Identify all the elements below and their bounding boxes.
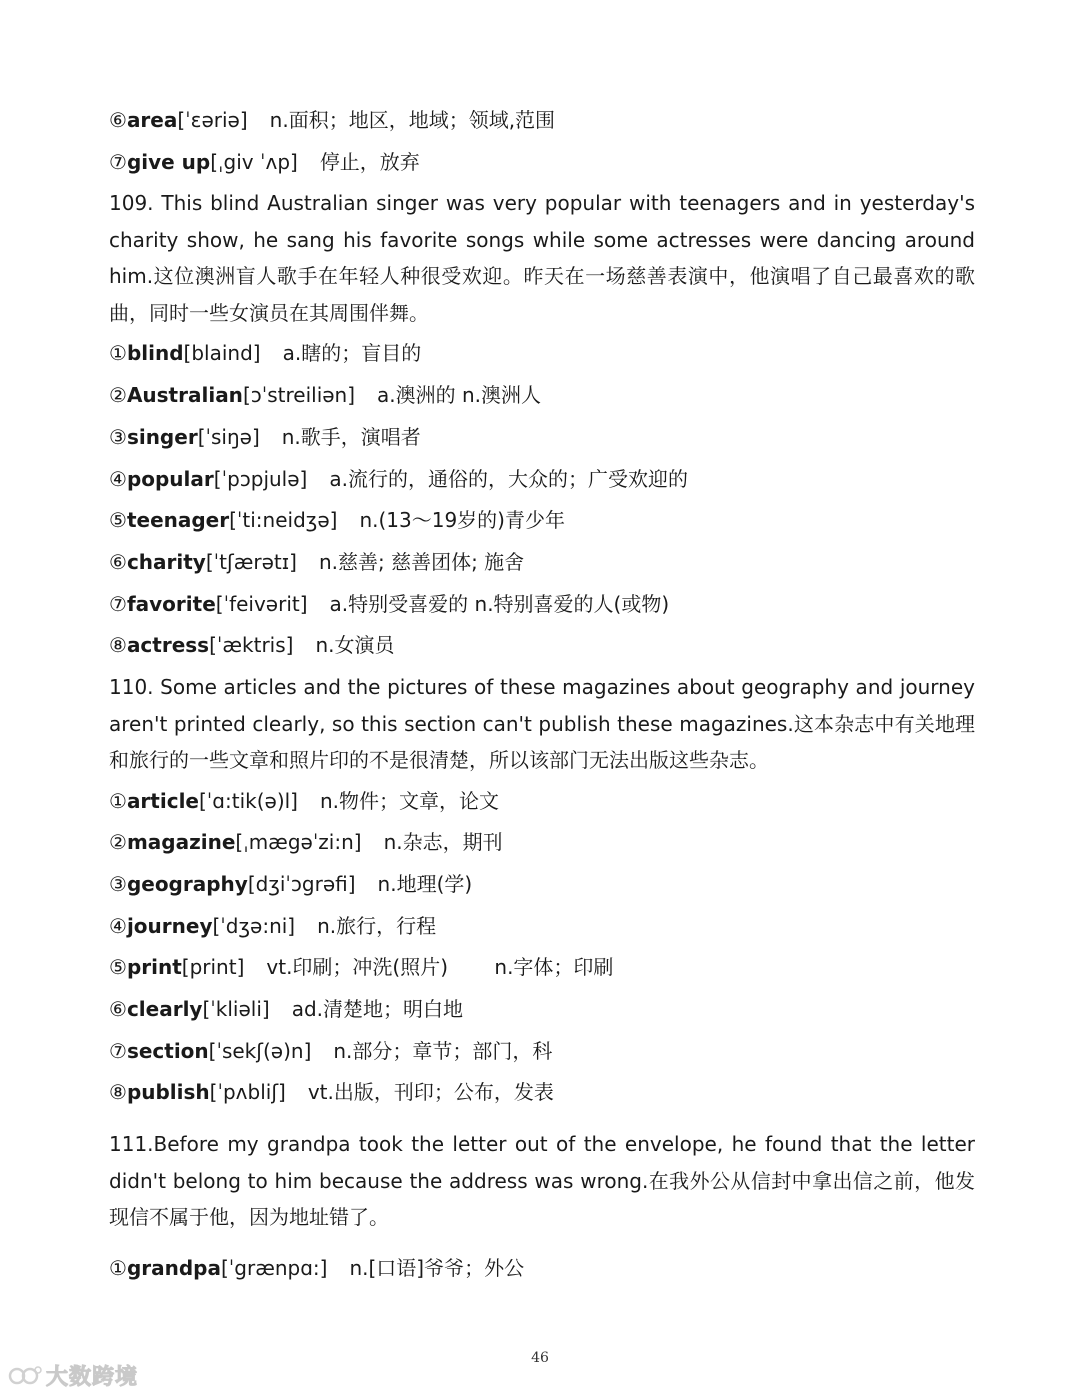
entry-word: teenager bbox=[126, 508, 230, 533]
entry-definition: n.地理(学) bbox=[377, 871, 473, 896]
entry-number: ⑥ bbox=[109, 549, 127, 574]
entry-word: favorite bbox=[126, 591, 216, 616]
entry-definition: n.旅行，行程 bbox=[317, 913, 437, 938]
entry-definition: n.杂志，期刊 bbox=[383, 830, 503, 855]
entry-pronunciation: [ˈpɔpjulə] bbox=[213, 466, 308, 491]
entry-word: actress bbox=[126, 633, 210, 658]
entry-definition: n.慈善; 慈善团体; 施舍 bbox=[318, 549, 525, 574]
entry-number: ③ bbox=[109, 871, 127, 896]
vocab-entry bbox=[109, 333, 975, 375]
vocab-entry bbox=[109, 584, 975, 626]
entry-pronunciation: [ˈti:neidʒə] bbox=[229, 508, 338, 533]
entry-definition: n.(13～19岁的)青少年 bbox=[359, 508, 565, 533]
entry-pronunciation: [ˈpʌbliʃ] bbox=[209, 1080, 286, 1105]
entry-word: singer bbox=[126, 424, 198, 449]
vocab-entry bbox=[109, 906, 975, 948]
entry-word: Australian bbox=[126, 383, 243, 408]
entry-number: ⑤ bbox=[109, 508, 127, 533]
entry-list-111 bbox=[109, 1248, 975, 1290]
vocab-entry bbox=[109, 822, 975, 864]
vocab-entry bbox=[109, 1248, 975, 1290]
entry-word: publish bbox=[126, 1080, 210, 1105]
entry-definition: a.瞎的；盲目的 bbox=[282, 341, 422, 366]
entry-pronunciation: [ˈsiŋə] bbox=[197, 424, 260, 449]
entry-pronunciation: [ˈfeivərit] bbox=[215, 591, 308, 616]
vocab-entry bbox=[109, 100, 975, 142]
vocab-entry bbox=[109, 989, 975, 1031]
entry-number: ⑦ bbox=[109, 591, 127, 616]
entry-list-109 bbox=[109, 333, 975, 667]
entry-definition: n.物件；文章，论文 bbox=[319, 788, 500, 813]
entry-number: ⑦ bbox=[109, 1038, 127, 1063]
vocab-entry bbox=[109, 500, 975, 542]
entry-pronunciation: [ɔˈstreiliən] bbox=[242, 383, 356, 408]
entry-pronunciation: [ˈɛəriə] bbox=[177, 108, 248, 132]
sentence-110: 110. Some articles and the pictures of these magazines about geography and journey aren't printed clearly, so this section can't publish these magazines.这本杂志中有关地理和旅行的一些文章和照片印的不是很清楚，所以该部门无法出版这些杂志。 bbox=[109, 675, 975, 773]
entry-word: section bbox=[126, 1038, 209, 1063]
entry-pronunciation: [ˈtʃærətɪ] bbox=[205, 549, 297, 574]
entry-number: ① bbox=[109, 341, 127, 366]
entry-definition: vt.印刷；冲洗(照片) n.字体；印刷 bbox=[266, 955, 614, 980]
entry-number: ⑦ bbox=[109, 149, 127, 174]
entry-definition: n.面积；地区，地域；领域,范围 bbox=[269, 108, 556, 132]
entry-word: print bbox=[126, 955, 182, 980]
entry-number: ⑤ bbox=[109, 955, 127, 980]
entry-pronunciation: [ˈsekʃ(ə)n] bbox=[208, 1038, 312, 1063]
watermark-logo-icon bbox=[8, 1364, 42, 1388]
entry-number: ④ bbox=[109, 913, 127, 938]
sentence-111: 111.Before my grandpa took the letter out of the envelope, he found that the letter didn't belong to him because the address was wrong.在我外公从信封中拿出信之前，他发现信不属于他，因为地址错了。 bbox=[109, 1132, 975, 1230]
entry-pronunciation: [ˈgrænpɑ:] bbox=[220, 1255, 328, 1280]
vocab-entry bbox=[109, 1031, 975, 1073]
entry-pronunciation: [dʒiˈɔgrəfi] bbox=[247, 871, 356, 896]
entry-pronunciation: [print] bbox=[181, 955, 245, 980]
entry-number: ⑥ bbox=[109, 997, 127, 1022]
vocab-entry bbox=[109, 1072, 975, 1114]
entry-number: ⑧ bbox=[109, 633, 127, 658]
vocab-entry bbox=[109, 459, 975, 501]
entry-pronunciation: [ˈkliəli] bbox=[202, 997, 270, 1022]
entry-definition: n.歌手，演唱者 bbox=[281, 424, 421, 449]
entry-pronunciation: [ˈæktris] bbox=[209, 633, 294, 658]
vocab-entry bbox=[109, 864, 975, 906]
entry-word: area bbox=[126, 108, 178, 132]
entry-pronunciation: [ˈdʒə:ni] bbox=[212, 913, 296, 938]
entry-definition: a.澳洲的 n.澳洲人 bbox=[377, 383, 542, 408]
entry-pronunciation: [ˈɑ:tik(ə)l] bbox=[199, 788, 298, 813]
entry-number: ③ bbox=[109, 424, 127, 449]
watermark-text: 大数跨境 bbox=[46, 1365, 139, 1390]
page-number: 46 bbox=[531, 1350, 549, 1366]
entry-word: grandpa bbox=[126, 1255, 221, 1280]
entry-definition: ad.清楚地；明白地 bbox=[291, 997, 463, 1022]
sentence-109: 109. This blind Australian singer was very popular with teenagers and in yesterday's charity show, he sang his favorite songs while some actresses were dancing around him.这位澳洲盲人歌手在年轻人种很受欢迎。昨天在一场慈善表演中，他演唱了自己最喜欢的歌曲，同时一些女演员在其周围伴舞。 bbox=[109, 191, 975, 325]
vocab-entry bbox=[109, 142, 975, 184]
vocab-entry bbox=[109, 542, 975, 584]
entry-word: magazine bbox=[126, 830, 236, 855]
entry-list-top bbox=[109, 100, 975, 183]
entry-definition: n.[口语]爷爷；外公 bbox=[349, 1255, 525, 1280]
entry-word: geography bbox=[126, 871, 248, 896]
vocab-entry bbox=[109, 375, 975, 417]
entry-number: ② bbox=[109, 830, 127, 855]
entry-definition: n.女演员 bbox=[315, 633, 395, 658]
entry-pronunciation: [ˌmægəˈzi:n] bbox=[235, 830, 362, 855]
entry-definition: n.部分；章节；部门，科 bbox=[333, 1038, 553, 1063]
document-page bbox=[109, 100, 975, 1289]
entry-list-110 bbox=[109, 781, 975, 1115]
vocab-entry bbox=[109, 417, 975, 459]
vocab-entry bbox=[109, 781, 975, 823]
entry-number: ④ bbox=[109, 466, 127, 491]
entry-word: article bbox=[126, 788, 199, 813]
entry-number: ⑥ bbox=[109, 108, 127, 132]
entry-definition: a.特别受喜爱的 n.特别喜爱的人(或物) bbox=[329, 591, 670, 616]
entry-word: clearly bbox=[126, 997, 203, 1022]
entry-definition: 停止，放弃 bbox=[319, 149, 420, 174]
entry-word: popular bbox=[126, 466, 214, 491]
entry-word: blind bbox=[126, 341, 184, 366]
entry-word: charity bbox=[126, 549, 206, 574]
vocab-entry bbox=[109, 947, 975, 989]
entry-pronunciation: [blaind] bbox=[183, 341, 261, 366]
entry-definition: a.流行的，通俗的，大众的；广受欢迎的 bbox=[329, 466, 688, 491]
vocab-entry bbox=[109, 625, 975, 667]
entry-number: ① bbox=[109, 1255, 127, 1280]
entry-pronunciation: [ˌgiv ˈʌp] bbox=[210, 149, 298, 174]
entry-definition: vt.出版，刊印；公布，发表 bbox=[307, 1080, 554, 1105]
entry-number: ⑧ bbox=[109, 1080, 127, 1105]
watermark bbox=[8, 1360, 138, 1391]
entry-number: ② bbox=[109, 383, 127, 408]
entry-word: give up bbox=[126, 149, 211, 174]
entry-number: ① bbox=[109, 788, 127, 813]
entry-word: journey bbox=[126, 913, 213, 938]
